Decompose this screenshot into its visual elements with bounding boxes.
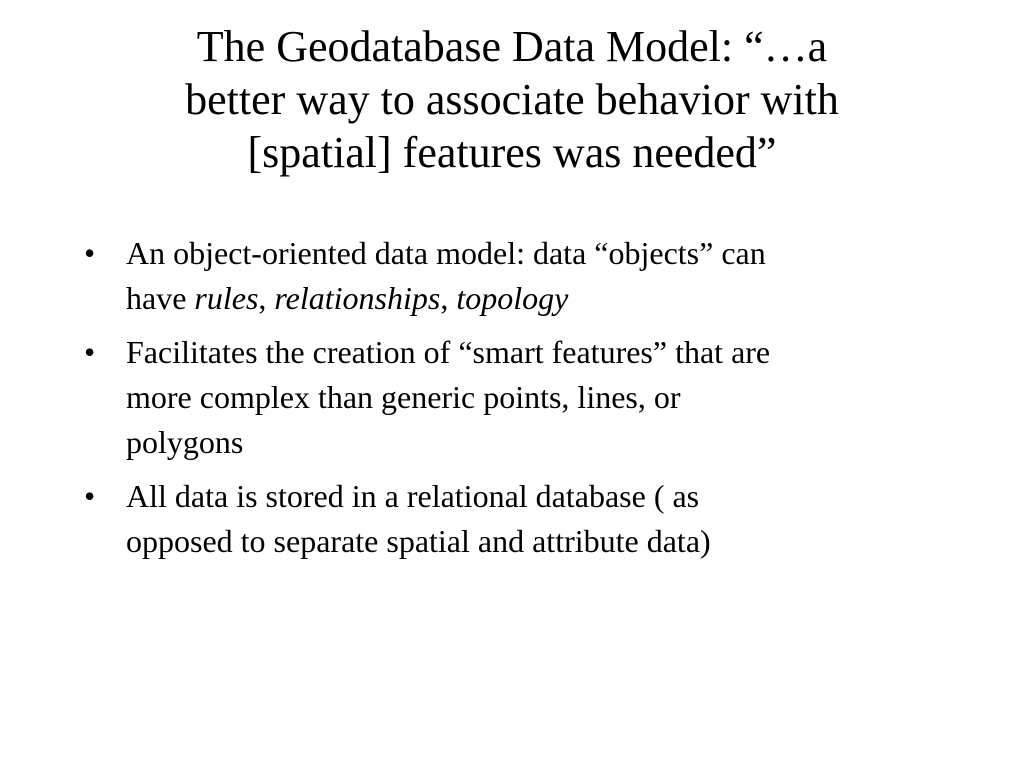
bullet-line <box>126 276 964 321</box>
bullet-list <box>84 231 964 573</box>
title-line: The Geodatabase Data Model: “…a <box>196 22 828 71</box>
bullet-line: opposed to separate spatial and attribute data) <box>126 523 711 559</box>
bullet-item-smart-features <box>84 330 964 465</box>
separator: , <box>440 280 457 316</box>
bullet-line: An object-oriented data model: data “objects” can <box>126 235 766 271</box>
bullet-line: polygons <box>126 424 244 460</box>
slide-title <box>40 20 984 179</box>
bullet-line: more complex than generic points, lines, or <box>126 379 681 415</box>
bullet-marker: • <box>84 478 96 514</box>
bullet-line: Facilitates the creation of “smart features” that are <box>126 334 771 370</box>
separator: , <box>258 280 275 316</box>
bullet-item-relational-database <box>84 474 964 564</box>
title-line: better way to associate behavior with <box>185 75 839 124</box>
bullet-line: All data is stored in a relational database ( as <box>126 478 700 514</box>
term-rules: rules <box>194 280 259 316</box>
term-topology: topology <box>456 280 569 316</box>
bullet-item-object-oriented <box>84 231 964 321</box>
term-relationships: relationships <box>274 280 441 316</box>
bullet-text: have <box>126 280 195 316</box>
bullet-marker: • <box>84 235 96 271</box>
title-line: [spatial] features was needed” <box>247 128 777 177</box>
bullet-marker: • <box>84 334 96 370</box>
